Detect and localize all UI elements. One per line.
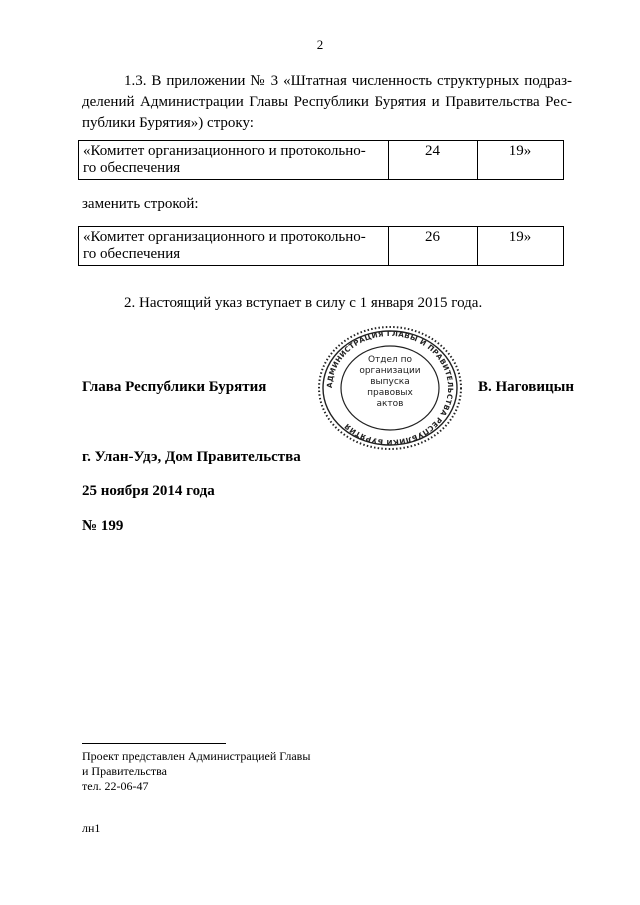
official-stamp-icon [317, 325, 463, 451]
clause-1-3-line-2: делений Администрации Главы Республики Бурятия и Правительства Рес- [82, 94, 572, 110]
stamp-line-2: организации [359, 366, 421, 376]
footnote-phone: тел. 22-06-47 [82, 779, 149, 793]
new-row-count-cell: 26 [389, 227, 478, 266]
old-row-name-line-2: го обеспечения [83, 160, 181, 176]
table-row [79, 141, 564, 180]
old-row-name-cell [79, 141, 389, 180]
signature-position: Глава Республики Бурятия [82, 379, 267, 395]
stamp-line-1: Отдел по [367, 355, 413, 365]
new-row-name-cell [79, 227, 389, 266]
new-row-name-line-2: го обеспечения [83, 246, 181, 262]
place: г. Улан-Удэ, Дом Правительства [82, 449, 301, 465]
footnote-line-1: Проект представлен Администрацией Главы [82, 749, 311, 763]
clause-1-3-line-3: публики Бурятия») строку: [82, 115, 254, 131]
stamp-line-3: выпуска [370, 377, 410, 387]
document-number: № 199 [82, 518, 124, 534]
footnote-divider [82, 743, 226, 744]
page-number: 2 [316, 37, 324, 52]
old-row-count2-cell: 19» [478, 141, 564, 180]
new-row-count2-cell: 19» [478, 227, 564, 266]
stamp-line-4: правовых [367, 388, 413, 398]
new-row-table [78, 226, 564, 266]
stamp-line-5: актов [376, 399, 404, 409]
old-row-table [78, 140, 564, 180]
clause-1-3 [82, 71, 572, 134]
signature-name: В. Наговицын [478, 379, 574, 395]
footnote-line-2: и Правительства [82, 764, 167, 778]
document-code: лн1 [82, 821, 101, 835]
footnote [82, 749, 310, 794]
document-date: 25 ноября 2014 года [82, 483, 215, 499]
clause-1-3-line-1: 1.3. В приложении № 3 «Штатная численность структурных подраз- [124, 73, 572, 89]
table-row [79, 227, 564, 266]
old-row-count-cell: 24 [389, 141, 478, 180]
replace-text: заменить строкой: [82, 196, 199, 212]
old-row-name-line-1: «Комитет организационного и протокольно- [83, 143, 366, 159]
clause-2: 2. Настоящий указ вступает в силу с 1 января 2015 года. [124, 295, 483, 311]
new-row-name-line-1: «Комитет организационного и протокольно- [83, 229, 366, 245]
stamp-ring-text: АДМИНИСТРАЦИЯ ГЛАВЫ И ПРАВИТЕЛЬСТВА РЕСПУБЛИКИ БУРЯТИЯ [324, 328, 456, 448]
